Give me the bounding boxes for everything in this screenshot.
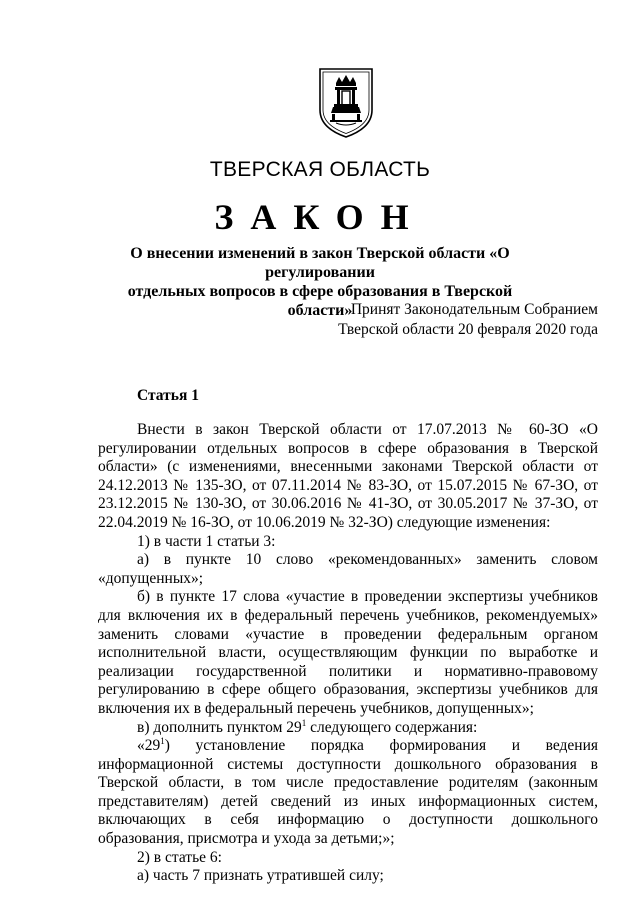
amendment-item: 2) в статье 6: bbox=[137, 848, 222, 866]
article-heading: Статья 1 bbox=[137, 387, 199, 404]
law-subject-line: О внесении изменений в закон Тверской области «О регулировании bbox=[130, 245, 510, 281]
quoted-text: ) установление порядка формирования и ведения информационной системы доступности дошкольного образования в Тверской области, в том числе предоставление родителям (законным представителям) детей сведений из иных информационных систем, включающих в себя информацию о доступности дошкольного образования, присмотра и ухода за детьми;»; bbox=[98, 737, 598, 848]
coat-of-arms-icon bbox=[316, 66, 376, 140]
amendment-subitem: а) в пункте 10 слово «рекомендованных» заменить словом «допущенных»; bbox=[98, 551, 598, 587]
region-name: ТВЕРСКАЯ ОБЛАСТЬ bbox=[209, 158, 431, 181]
adoption-note-line: Тверской области 20 февраля 2020 года bbox=[338, 321, 598, 338]
adoption-note-line: Принят Законодательным Собранием bbox=[350, 301, 598, 318]
article-body bbox=[98, 421, 598, 886]
adoption-note bbox=[338, 300, 598, 340]
amendment-subitem bbox=[98, 719, 598, 738]
document-type-title: ЗАКОН bbox=[214, 197, 426, 237]
amendment-subitem: б) в пункте 17 слова «участие в проведении экспертизы учебников для включения их в федеральный перечень учебников, рекомендуемых» заменить словами «участие в проведении федеральным органом исполнительной власти, осуществляющим функции по выработке и реализации государственной политики и нормативно-правовому регулированию в сфере общего образования, экспертизы учебников для включения их в федеральный перечень учебников, допущенных»; bbox=[98, 588, 598, 717]
amendment-subitem-text: в) дополнить пунктом 29 bbox=[137, 718, 302, 736]
law-subject-line: отдельных вопросов в сфере образования в Тверской области» bbox=[127, 283, 513, 319]
amendment-item: 1) в части 1 статьи 3: bbox=[137, 532, 276, 550]
quoted-new-item bbox=[98, 737, 598, 849]
superscript: 1 bbox=[160, 735, 165, 746]
amendment-subitem-text: следующего содержания: bbox=[306, 718, 478, 736]
amendment-subitem: а) часть 7 признать утратившей силу; bbox=[137, 867, 384, 885]
quoted-text: «29 bbox=[137, 737, 161, 755]
article-intro-paragraph: Внести в закон Тверской области от 17.07.2013 № 60-ЗО «О регулировании отдельных вопросов в сфере образования в Тверской области» (с изменениями, внесенными законами Тверской области от 24.12.2013 № 135-ЗО, от 07.11.2014 № 83-ЗО, от 15.07.2015 № 67-ЗО, от 23.12.2015 № 130-ЗО, от 30.06.2016 № 41-ЗО, от 30.05.2017 № 37-ЗО, от 22.04.2019 № 16-ЗО, от 10.06.2019 № 32-ЗО) следующие изменения: bbox=[98, 421, 598, 531]
superscript: 1 bbox=[301, 717, 307, 728]
